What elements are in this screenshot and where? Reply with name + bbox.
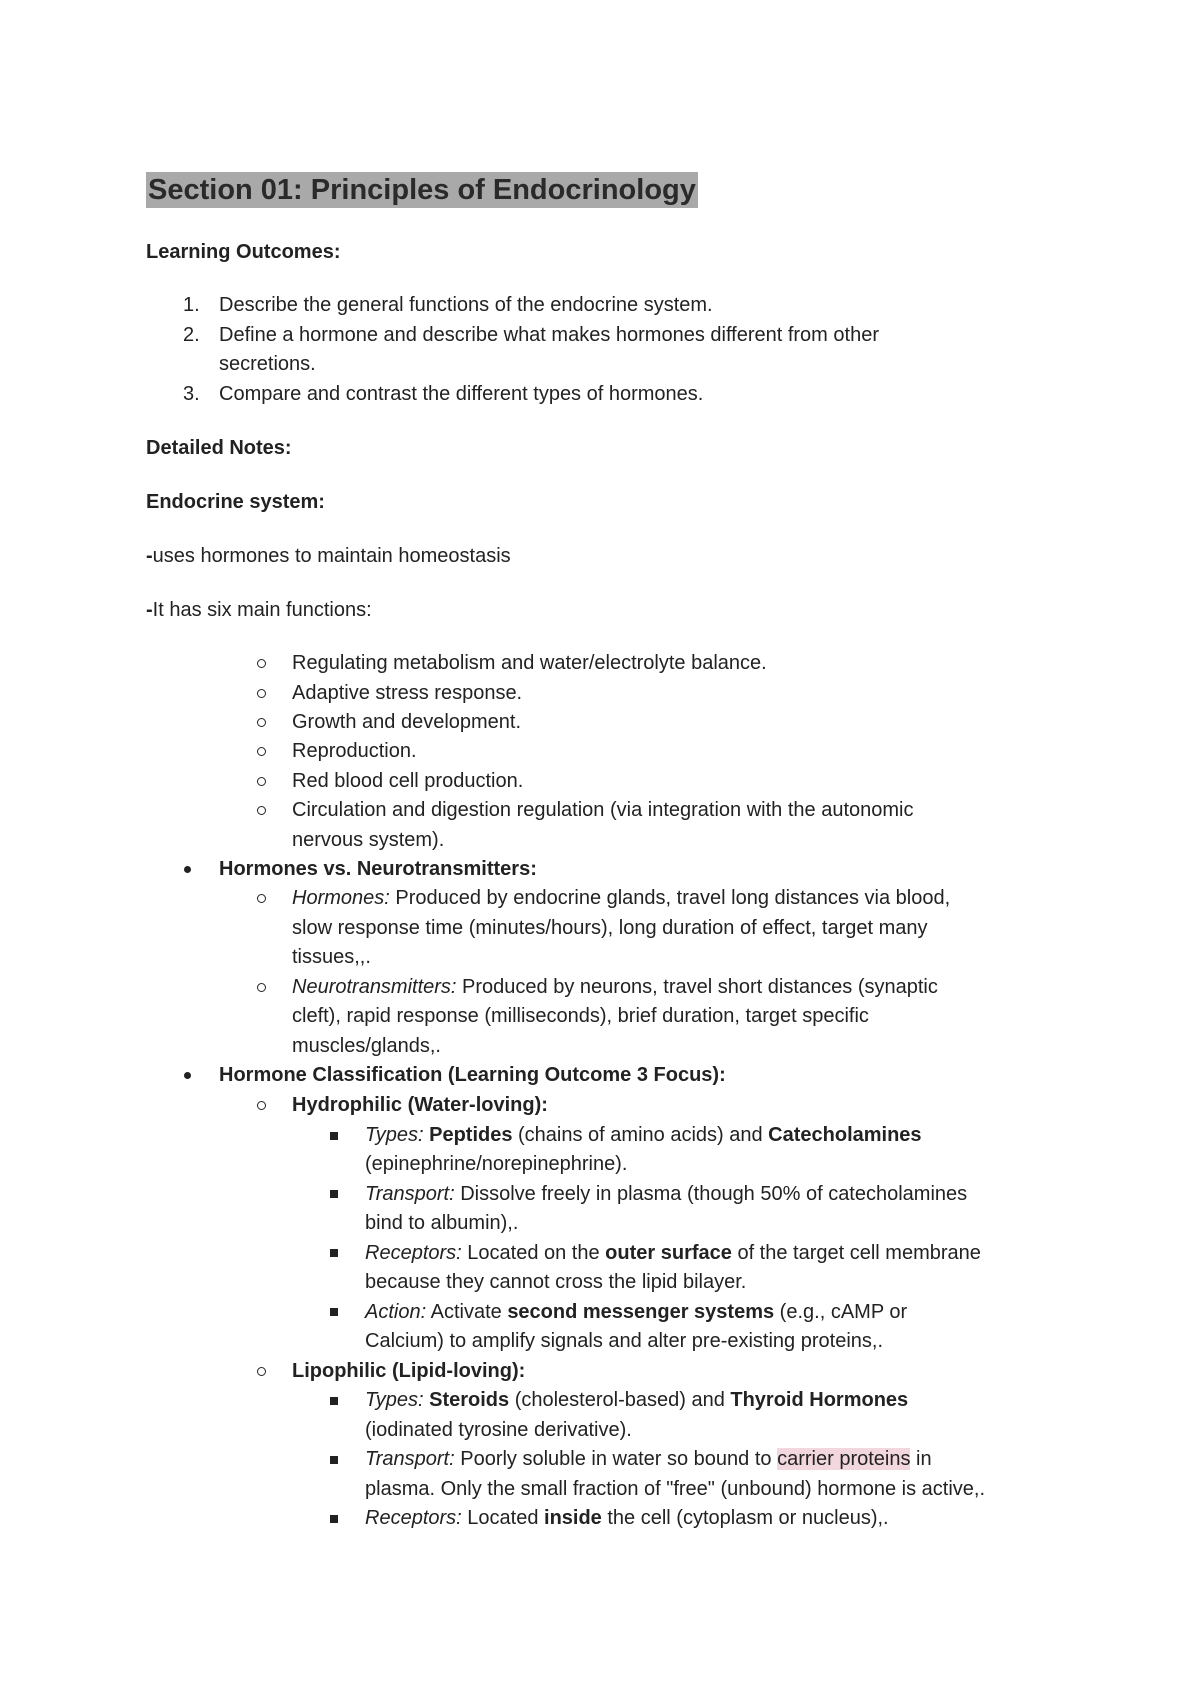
hollow-bullet-icon xyxy=(257,747,266,756)
hormones-item-cont: tissues,,. xyxy=(292,946,371,968)
hormones-vs-heading: Hormones vs. Neurotransmitters: xyxy=(219,858,537,880)
neuro-item xyxy=(292,973,938,1001)
hydro-receptors xyxy=(365,1239,981,1267)
bold-term: Peptides xyxy=(429,1124,513,1146)
hydro-transport xyxy=(365,1180,967,1208)
text: Activate xyxy=(426,1301,508,1323)
square-bullet-icon xyxy=(330,1132,338,1140)
hollow-bullet-icon xyxy=(257,1101,266,1110)
hydro-types-cont: (epinephrine/norepinephrine). xyxy=(365,1153,628,1175)
lipo-receptors xyxy=(365,1504,889,1532)
hormones-text: Produced by endocrine glands, travel long distances via blood, xyxy=(389,887,951,909)
list-number: 1. xyxy=(183,294,200,316)
bold-term: Steroids xyxy=(429,1389,510,1411)
transport-label: Transport: xyxy=(365,1448,455,1470)
hollow-bullet-icon xyxy=(257,777,266,786)
hydro-transport-cont: bind to albumin),. xyxy=(365,1212,519,1234)
lipophilic-heading: Lipophilic (Lipid-loving): xyxy=(292,1360,526,1382)
hollow-bullet-icon xyxy=(257,1367,266,1376)
text: Located on the xyxy=(461,1242,606,1264)
learning-outcomes-heading: Learning Outcomes: xyxy=(146,241,341,263)
highlighted-term: carrier proteins xyxy=(777,1448,911,1470)
lipo-types-cont: (iodinated tyrosine derivative). xyxy=(365,1419,632,1441)
hydro-action xyxy=(365,1298,907,1326)
hormones-label: Hormones: xyxy=(292,887,390,909)
lipo-transport xyxy=(365,1445,932,1473)
text: of the target cell membrane xyxy=(731,1242,981,1264)
list-item-cont: secretions. xyxy=(219,353,316,375)
function-item: Reproduction. xyxy=(292,740,417,762)
function-item: Growth and development. xyxy=(292,711,522,733)
hormones-item xyxy=(292,884,950,912)
hydrophilic-heading: Hydrophilic (Water-loving): xyxy=(292,1094,548,1116)
bold-term: Thyroid Hormones xyxy=(730,1389,909,1411)
lipo-types xyxy=(365,1386,908,1414)
square-bullet-icon xyxy=(330,1249,338,1257)
text: (chains of amino acids) and xyxy=(512,1124,769,1146)
text: Dissolve freely in plasma (though 50% of catecholamines xyxy=(454,1183,968,1205)
hollow-bullet-icon xyxy=(257,894,266,903)
classification-heading: Hormone Classification (Learning Outcome 3 Focus): xyxy=(219,1064,726,1086)
function-item: Adaptive stress response. xyxy=(292,682,523,704)
action-label: Action: xyxy=(365,1301,427,1323)
text: (e.g., cAMP or xyxy=(774,1301,908,1323)
text: in xyxy=(910,1448,932,1470)
function-item: Regulating metabolism and water/electrolyte balance. xyxy=(292,652,767,674)
list-item: Define a hormone and describe what makes hormones different from other xyxy=(219,324,879,346)
transport-label: Transport: xyxy=(365,1183,455,1205)
functions-line xyxy=(146,596,372,624)
receptors-label: Receptors: xyxy=(365,1242,462,1264)
hormones-item-cont: slow response time (minutes/hours), long duration of effect, target many xyxy=(292,917,928,939)
hollow-bullet-icon xyxy=(257,806,266,815)
hydro-action-cont: Calcium) to amplify signals and alter pre-existing proteins,. xyxy=(365,1330,883,1352)
text: the cell (cytoplasm or nucleus),. xyxy=(601,1507,889,1529)
page-title: Section 01: Principles of Endocrinology xyxy=(148,174,696,206)
list-number: 3. xyxy=(183,383,200,405)
neuro-label: Neurotransmitters: xyxy=(292,976,457,998)
text: (cholesterol-based) and xyxy=(509,1389,731,1411)
neuro-item-cont: muscles/glands,. xyxy=(292,1035,441,1057)
list-item: Compare and contrast the different types of hormones. xyxy=(219,383,704,405)
square-bullet-icon xyxy=(330,1515,338,1523)
function-item: Red blood cell production. xyxy=(292,770,524,792)
dash: - xyxy=(146,545,153,567)
function-item-cont: nervous system). xyxy=(292,829,445,851)
neuro-text: Produced by neurons, travel short distances (synaptic xyxy=(456,976,938,998)
hollow-bullet-icon xyxy=(257,659,266,668)
bold-term: outer surface xyxy=(605,1242,732,1264)
square-bullet-icon xyxy=(330,1456,338,1464)
filled-bullet-icon xyxy=(184,866,191,873)
square-bullet-icon xyxy=(330,1190,338,1198)
square-bullet-icon xyxy=(330,1308,338,1316)
bold-term: Catecholamines xyxy=(768,1124,922,1146)
list-item: Describe the general functions of the endocrine system. xyxy=(219,294,713,316)
bold-term: second messenger systems xyxy=(507,1301,775,1323)
hollow-bullet-icon xyxy=(257,983,266,992)
uses-line xyxy=(146,542,511,570)
neuro-item-cont: cleft), rapid response (milliseconds), brief duration, target specific xyxy=(292,1005,869,1027)
lipo-transport-cont: plasma. Only the small fraction of "free" (unbound) hormone is active,. xyxy=(365,1478,986,1500)
hollow-bullet-icon xyxy=(257,718,266,727)
types-label: Types: xyxy=(365,1124,424,1146)
bold-term: inside xyxy=(544,1507,602,1529)
list-number: 2. xyxy=(183,324,200,346)
function-item: Circulation and digestion regulation (via integration with the autonomic xyxy=(292,799,914,821)
uses-text: uses hormones to maintain homeostasis xyxy=(152,545,511,567)
functions-text: It has six main functions: xyxy=(152,599,372,621)
hollow-bullet-icon xyxy=(257,689,266,698)
filled-bullet-icon xyxy=(184,1072,191,1079)
square-bullet-icon xyxy=(330,1397,338,1405)
text: Poorly soluble in water so bound to xyxy=(454,1448,778,1470)
endocrine-system-heading: Endocrine system: xyxy=(146,491,325,513)
text: Located xyxy=(461,1507,545,1529)
hydro-types xyxy=(365,1121,922,1149)
detailed-notes-heading: Detailed Notes: xyxy=(146,437,292,459)
dash: - xyxy=(146,599,153,621)
types-label: Types: xyxy=(365,1389,424,1411)
hydro-receptors-cont: because they cannot cross the lipid bilayer. xyxy=(365,1271,747,1293)
receptors-label: Receptors: xyxy=(365,1507,462,1529)
